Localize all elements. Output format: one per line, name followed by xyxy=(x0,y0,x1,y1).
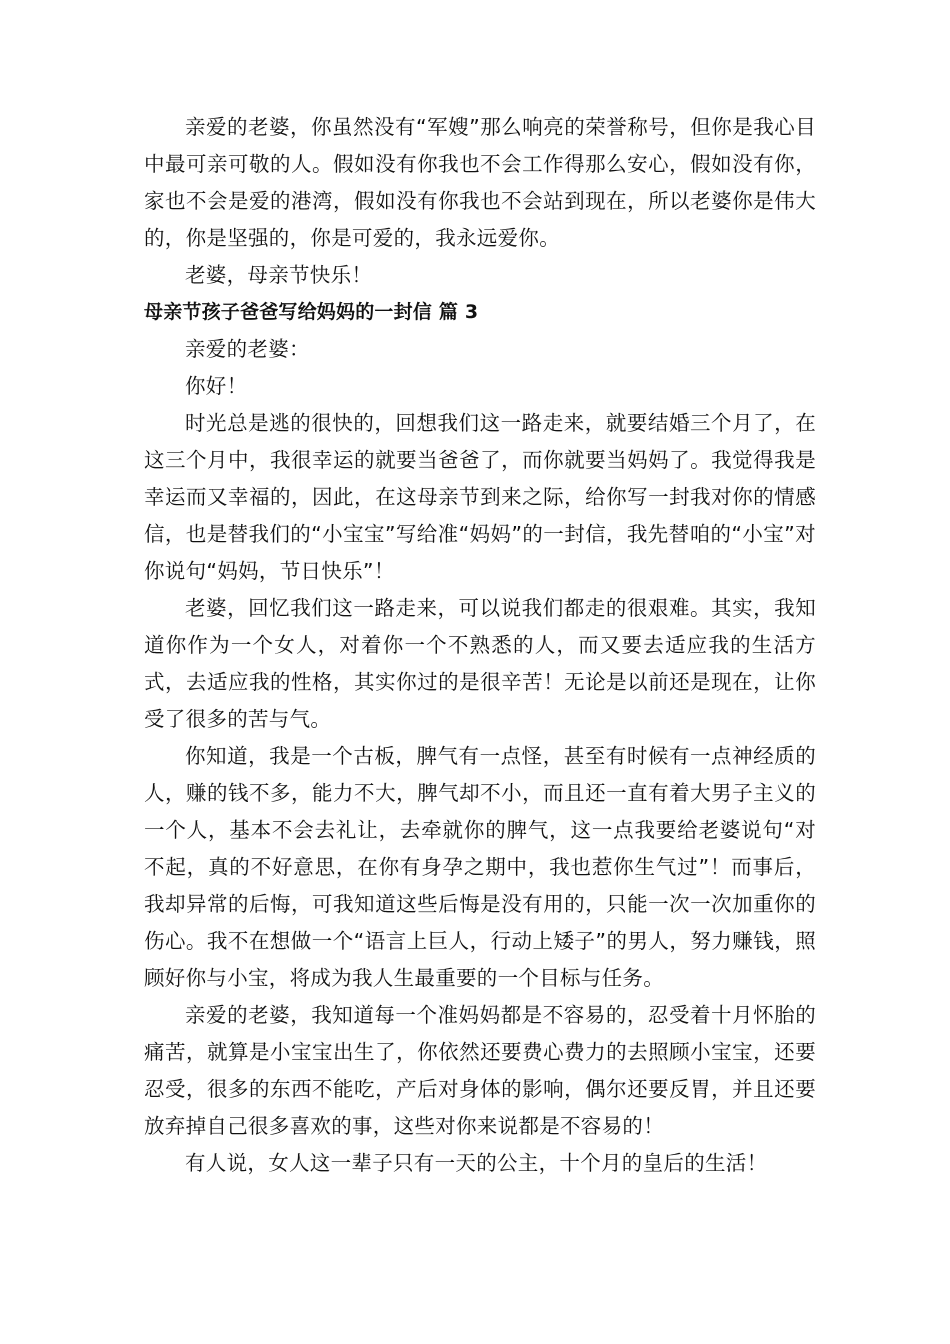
paragraph: 你知道，我是一个古板，脾气有一点怪，甚至有时候有一点神经质的人，赚的钱不多，能力不大，脾气却不小，而且还一直有着大男子主义的一个人，基本不会去礼让，去牵就你的脾气，这一点我要给老婆说句“对不起，真的不好意思，在你有身孕之期中，我也惹你生气过”！而事后，我却异常的后悔，可我知道这些后悔是没有用的，只能一次一次加重你的伤心。我不在想做一个“语言上巨人，行动上矮子”的男人，努力赚钱，照顾好你与小宝，将成为我人生最重要的一个目标与任务。 xyxy=(144,744,816,990)
paragraph: 老婆，回忆我们这一路走来，可以说我们都走的很艰难。其实，我知道你作为一个女人，对着你一个不熟悉的人，而又要去适应我的生活方式，去适应我的性格，其实你过的是很辛苦！无论是以前还是现在，让你受了很多的苦与气。 xyxy=(144,596,816,731)
paragraph: 亲爱的老婆，你虽然没有“军嫂”那么响亮的荣誉称号，但你是我心目中最可亲可敬的人。假如没有你我也不会工作得那么安心，假如没有你，家也不会是爱的港湾，假如没有你我也不会站到现在，所以老婆你是伟大的，你是坚强的，你是可爱的，我永远爱你。 xyxy=(144,115,816,250)
paragraph: 老婆，母亲节快乐！ xyxy=(185,263,373,287)
paragraph: 时光总是逃的很快的，回想我们这一路走来，就要结婚三个月了，在这三个月中，我很幸运的就要当爸爸了，而你就要当妈妈了。我觉得我是幸运而又幸福的，因此，在这母亲节到来之际，给你写一封我对你的情感信，也是替我们的“小宝宝”写给准“妈妈”的一封信，我先替咱的“小宝”对你说句“妈妈，节日快乐”！ xyxy=(144,411,816,583)
paragraph: 有人说，女人这一辈子只有一天的公主，十个月的皇后的生活！ xyxy=(185,1151,768,1175)
paragraph: 亲爱的老婆，我知道每一个准妈妈都是不容易的，忍受着十月怀胎的痛苦，就算是小宝宝出生了，你依然还要费心费力的去照顾小宝宝，还要忍受，很多的东西不能吃，产后对身体的影响，偶尔还要反胃，并且还要放弃掉自己很多喜欢的事，这些对你来说都是不容易的！ xyxy=(144,1003,816,1138)
document-body xyxy=(144,109,816,1182)
letter-salutation: 亲爱的老婆： xyxy=(185,337,310,361)
letter-greeting: 你好！ xyxy=(185,374,248,398)
section-heading: 母亲节孩子爸爸写给妈妈的一封信 篇 3 xyxy=(144,301,479,323)
